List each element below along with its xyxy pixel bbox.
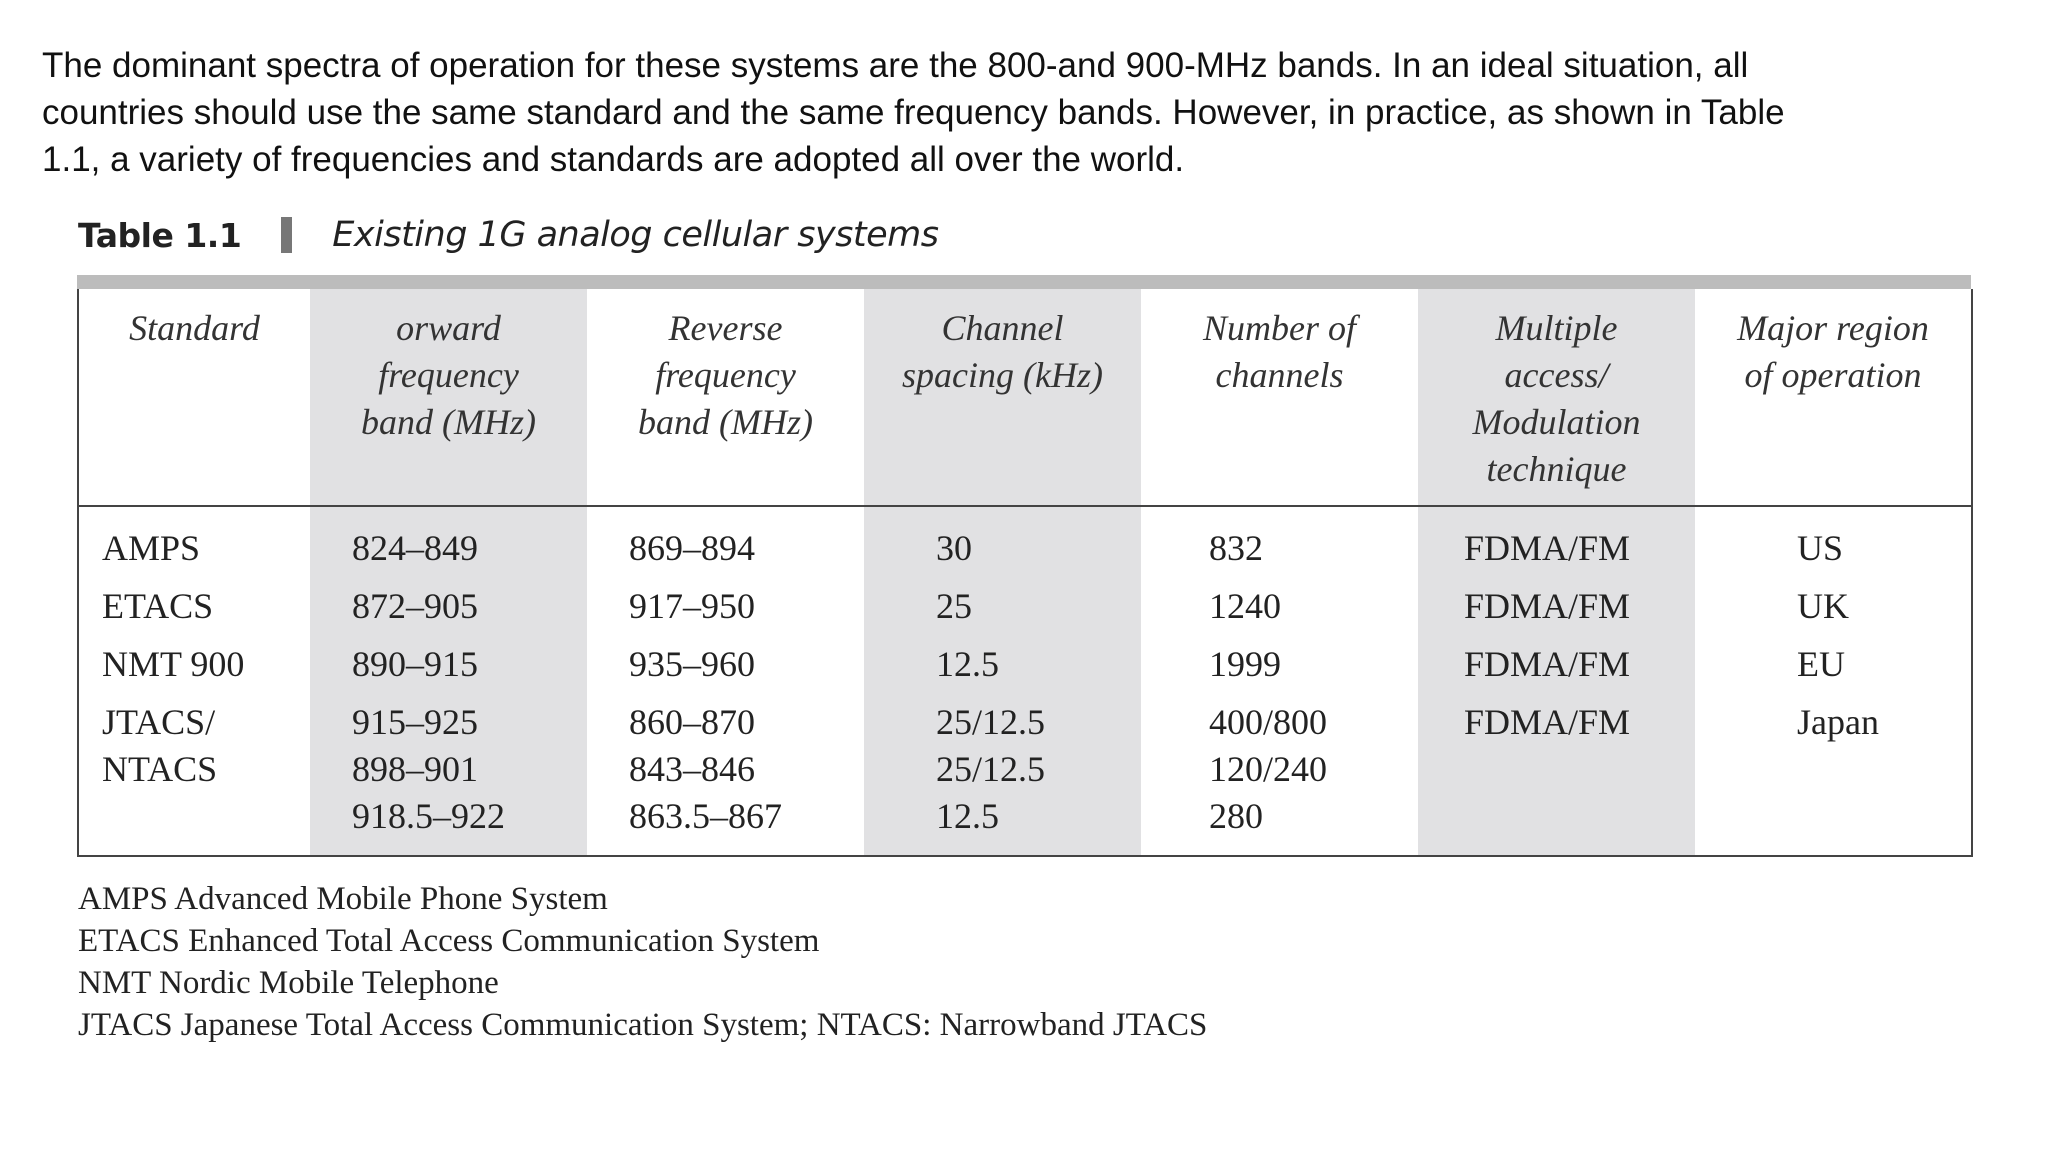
column-header-standard: Standard <box>78 289 310 506</box>
footnote: AMPS Advanced Mobile Phone System <box>78 881 608 917</box>
table-number: Table 1.1 <box>78 215 242 255</box>
intro-line: countries should use the same standard and the same frequency bands. However, in practice, as shown in Table <box>42 93 1785 132</box>
footnote: NMT Nordic Mobile Telephone <box>78 965 499 1001</box>
cell-forward-band: 890–915 <box>310 630 587 688</box>
table-row <box>78 572 1972 630</box>
cell-multiple-access: FDMA/FM <box>1418 630 1695 688</box>
table-container <box>77 275 1971 857</box>
cell-reverse-band: 860–870 843–846 863.5–867 <box>629 702 782 836</box>
header-row <box>78 289 1972 506</box>
column-header-major-region: Major region of operation <box>1695 289 1972 506</box>
table-row <box>78 506 1972 572</box>
column-header-reverse-band: Reverse frequency band (MHz) <box>587 289 864 506</box>
cell-reverse-band: 935–960 <box>629 644 755 684</box>
cell-multiple-access: FDMA/FM <box>1418 688 1695 856</box>
cell-standard: JTACS/ NTACS <box>102 702 218 789</box>
cell-forward-band: 915–925 898–901 918.5–922 <box>310 688 587 856</box>
cell-channel-spacing: 12.5 <box>864 630 1141 688</box>
table-footnotes <box>78 878 1207 1046</box>
cell-number-of-channels: 400/800 120/240 280 <box>1209 702 1328 836</box>
footnote: ETACS Enhanced Total Access Communication System <box>78 923 820 959</box>
column-header-forward-band: orward frequency band (MHz) <box>310 289 587 506</box>
table-row <box>78 688 1972 856</box>
table-row <box>78 630 1972 688</box>
cell-standard: ETACS <box>102 586 214 626</box>
cell-multiple-access: FDMA/FM <box>1418 572 1695 630</box>
cell-major-region: UK <box>1797 586 1849 626</box>
column-header-channel-spacing: Channel spacing (kHz) <box>864 289 1141 506</box>
cell-number-of-channels: 832 <box>1209 528 1263 568</box>
systems-table <box>77 289 1973 857</box>
cell-channel-spacing: 25/12.5 25/12.5 12.5 <box>864 688 1141 856</box>
cell-forward-band: 824–849 <box>310 506 587 572</box>
cell-major-region: US <box>1797 528 1844 568</box>
cell-reverse-band: 869–894 <box>629 528 755 568</box>
cell-major-region: Japan <box>1797 702 1879 742</box>
cell-multiple-access: FDMA/FM <box>1418 506 1695 572</box>
cell-forward-band: 872–905 <box>310 572 587 630</box>
cell-reverse-band: 917–950 <box>629 586 755 626</box>
caption-divider <box>281 217 292 253</box>
cell-major-region: EU <box>1797 644 1845 684</box>
intro-line: 1.1, a variety of frequencies and standards are adopted all over the world. <box>42 140 1185 179</box>
column-header-multiple-access: Multiple access/ Modulation technique <box>1418 289 1695 506</box>
table-caption <box>78 210 939 260</box>
cell-standard: NMT 900 <box>102 644 245 684</box>
intro-paragraph <box>42 42 1942 183</box>
cell-number-of-channels: 1240 <box>1209 586 1281 626</box>
cell-standard: AMPS <box>102 528 201 568</box>
cell-number-of-channels: 1999 <box>1209 644 1281 684</box>
table-title: Existing 1G analog cellular systems <box>332 215 939 255</box>
footnote: JTACS Japanese Total Access Communication System; NTACS: Narrowband JTACS <box>78 1007 1208 1043</box>
cell-channel-spacing: 30 <box>864 506 1141 572</box>
column-header-number-of-channels: Number of channels <box>1141 289 1418 506</box>
cell-channel-spacing: 25 <box>864 572 1141 630</box>
intro-line: The dominant spectra of operation for these systems are the 800-and 900-MHz bands. In an ideal situation, all <box>42 46 1749 85</box>
